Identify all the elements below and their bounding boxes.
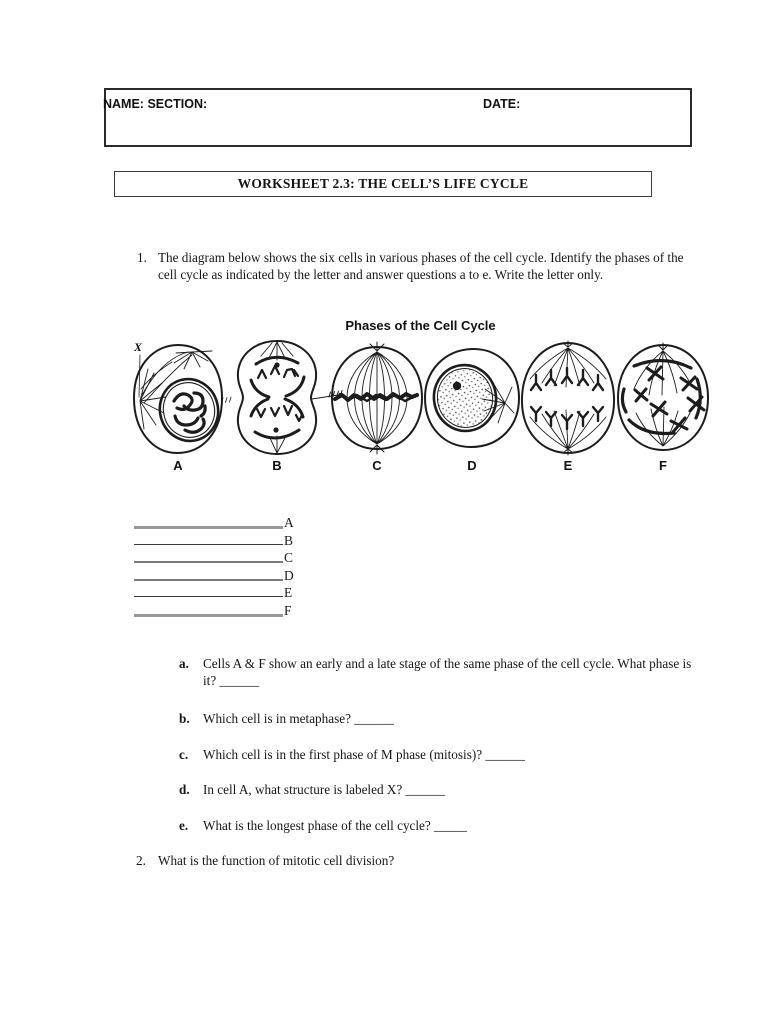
question-1e-marker: e. bbox=[179, 818, 189, 833]
question-1b-marker: b. bbox=[179, 711, 190, 726]
cell-cycle-diagram bbox=[128, 337, 713, 475]
question-1-text: The diagram below shows the six cells in various phases of the cell cycle. Identify the phases of the cell cycle as indicated by the letter and answer questions a to e. Write the letter only. bbox=[158, 250, 684, 282]
date-label: DATE: bbox=[483, 97, 521, 111]
cell-a-drawing bbox=[133, 340, 225, 453]
answer-blank-b bbox=[134, 527, 294, 548]
question-1e-text: What is the longest phase of the cell cycle? _____ bbox=[203, 818, 468, 833]
question-1d-marker: d. bbox=[179, 782, 190, 797]
answer-blank-a bbox=[134, 509, 294, 530]
cell-d-drawing bbox=[425, 349, 519, 447]
cell-label-b: B bbox=[272, 458, 282, 473]
x-annotation-label: X bbox=[134, 340, 143, 354]
cell-label-e: E bbox=[563, 458, 573, 473]
cell-f-drawing bbox=[618, 343, 708, 450]
question-1c-text: Which cell is in the first phase of M phase (mitosis)? ______ bbox=[203, 747, 525, 762]
name-date-header-box bbox=[104, 88, 692, 147]
question-1a-marker: a. bbox=[179, 656, 189, 671]
cell-label-f: F bbox=[659, 458, 667, 473]
question-1b-text: Which cell is in metaphase? ______ bbox=[203, 711, 394, 726]
cell-label-c: C bbox=[372, 458, 382, 473]
answer-blank-c bbox=[134, 544, 294, 565]
answer-blank-f bbox=[134, 597, 292, 618]
question-1a-text: Cells A & F show an early and a late stage of the same phase of the cell cycle. What phase is it? ______ bbox=[203, 656, 692, 688]
blank-letter-d: D bbox=[284, 568, 294, 583]
question-1c-marker: c. bbox=[179, 747, 189, 762]
blank-letter-f: F bbox=[284, 603, 292, 618]
diagram-title: Phases of the Cell Cycle bbox=[345, 318, 496, 333]
worksheet-title: WORKSHEET 2.3: THE CELL’S LIFE CYCLE bbox=[237, 176, 529, 191]
blank-letter-a: A bbox=[284, 515, 294, 530]
cell-label-d: D bbox=[467, 458, 477, 473]
cell-label-a: A bbox=[173, 458, 183, 473]
blank-letter-c: C bbox=[284, 550, 294, 565]
name-section-label: NAME: SECTION: bbox=[103, 97, 208, 111]
question-2-text: What is the function of mitotic cell division? bbox=[158, 853, 395, 868]
answer-blank-e bbox=[134, 579, 293, 600]
question-1-number: 1. bbox=[137, 250, 147, 265]
cell-c-drawing bbox=[332, 342, 422, 454]
cell-e-drawing bbox=[522, 341, 614, 455]
blank-letter-b: B bbox=[284, 533, 294, 548]
question-1d-text: In cell A, what structure is labeled X? ______ bbox=[203, 782, 446, 797]
blank-letter-e: E bbox=[284, 585, 293, 600]
question-2-number: 2. bbox=[136, 853, 146, 868]
worksheet-title-box bbox=[114, 171, 652, 197]
cell-b-drawing bbox=[222, 341, 343, 454]
